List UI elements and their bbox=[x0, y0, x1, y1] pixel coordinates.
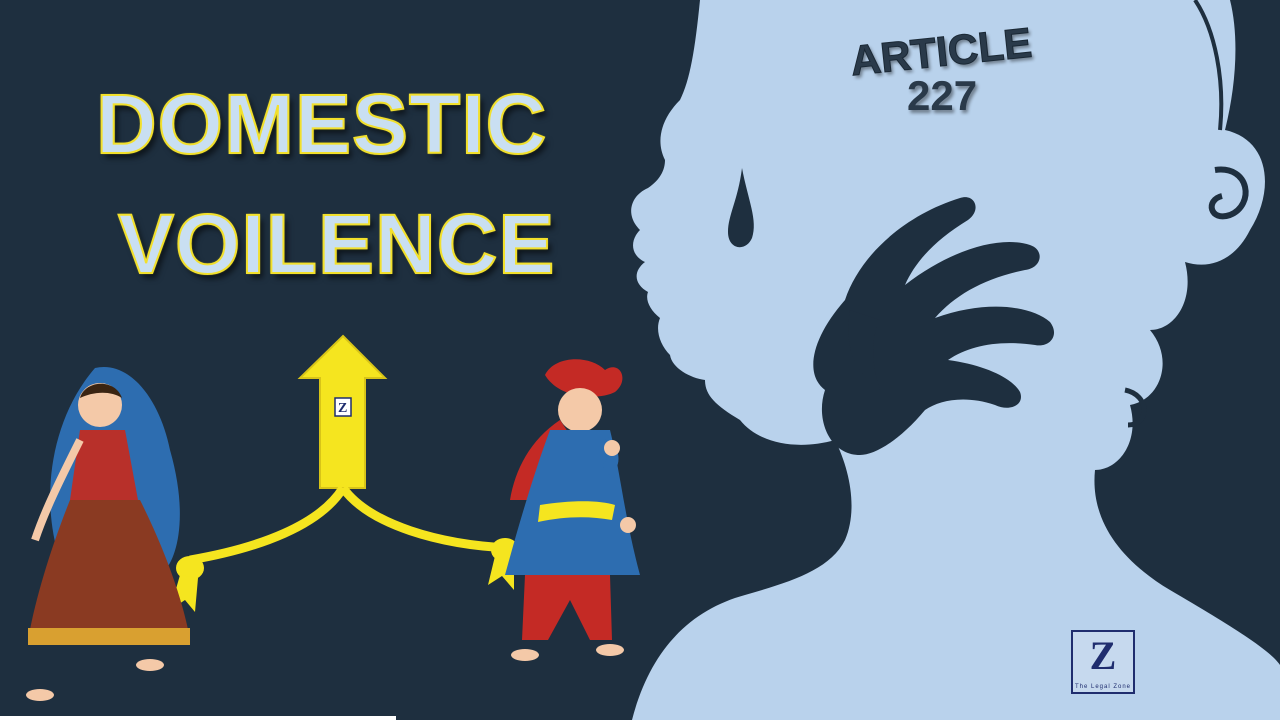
sash-right bbox=[343, 488, 510, 548]
groom-foot bbox=[596, 644, 624, 656]
bride-foot bbox=[136, 659, 164, 671]
arrow-logo-glyph: Z bbox=[338, 401, 348, 416]
bride-skirt-border bbox=[28, 628, 190, 645]
sash-left bbox=[190, 488, 343, 560]
groom-foot bbox=[511, 649, 539, 661]
logo-mark: Z bbox=[1089, 633, 1117, 678]
groom-illustration bbox=[505, 359, 640, 661]
article-label: ARTICLE bbox=[847, 18, 1034, 85]
groom-trousers bbox=[522, 575, 612, 640]
groom-head bbox=[558, 388, 602, 432]
title-line-2: VOILENCE bbox=[118, 197, 556, 291]
groom-hand bbox=[604, 440, 620, 456]
groom-hand bbox=[620, 517, 636, 533]
logo-caption: The Legal Zone bbox=[1074, 684, 1132, 690]
title-line-1: DOMESTIC bbox=[96, 77, 548, 171]
bride-foot bbox=[26, 689, 54, 701]
bottom-strip bbox=[0, 716, 396, 720]
bride-illustration bbox=[26, 367, 190, 701]
legal-zone-logo bbox=[1071, 630, 1135, 694]
article-number: 227 bbox=[907, 72, 978, 119]
